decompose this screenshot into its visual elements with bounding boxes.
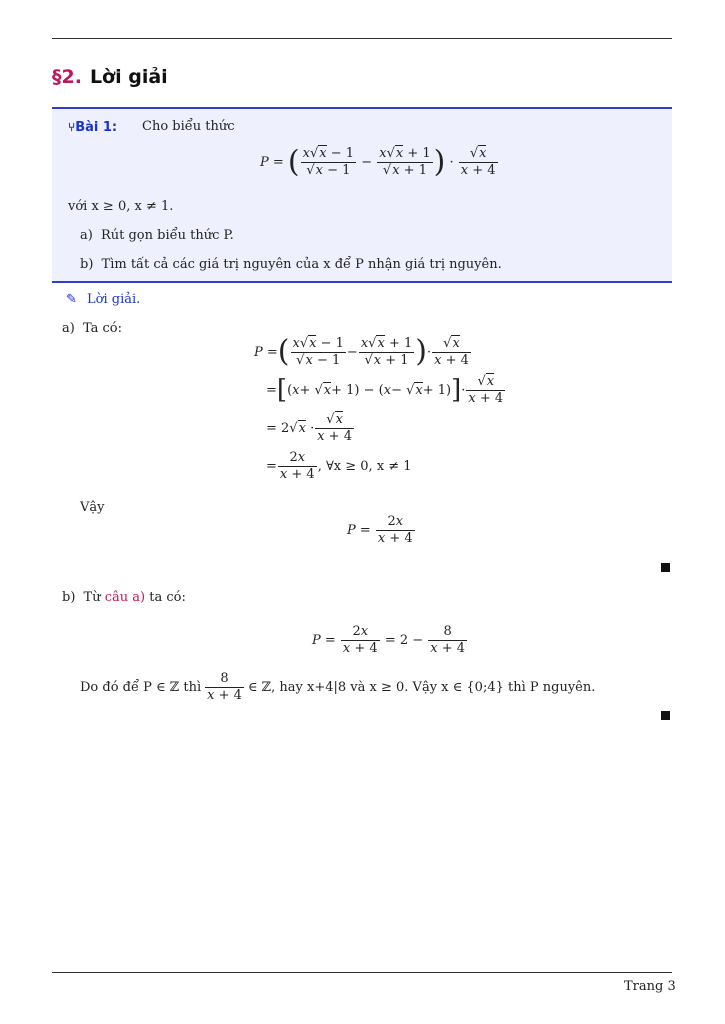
problem-label: ⑂Bài 1: [68, 120, 118, 135]
section-heading [52, 66, 168, 88]
domain-note: , ∀x ≥ 0, x ≠ 1 [317, 458, 412, 474]
part-a-derivation: P = ( x√x − 1 √x − 1 − x√x + 1 √x + 1 ) · √x x + 4 = [ ( x + √ x + 1) − ( x − √ x + 1) ] · √x x + 4 = 2√ x · √x x + 4 = 2x x + 4 , ∀x ≥ 0, x ≠ 1 [254, 334, 504, 482]
problem-icon: ⑂ [68, 120, 76, 134]
problem-formula: P = ( $\frac{x√x - 1}{√x - 1}$ − $\frac{x√x + 1}{√x + 1}$ ) · $\frac{√x}{x + 4}$ [260, 144, 496, 180]
part-a-result: P = $\frac{2x}{x + 4}$ [347, 514, 413, 546]
solution-label: ✎ Lời giải. [66, 292, 141, 307]
section-number: §2. [52, 66, 82, 88]
footer-rule [52, 972, 672, 973]
part-b-intro: b) Từ câu a) ta có: [62, 590, 186, 605]
part-a-intro: a) Ta có: [62, 321, 123, 336]
header-rule [52, 38, 672, 39]
problem-item-b: b) Tìm tất cả các giá trị nguyên của x để P nhận giá trị nguyên. [80, 257, 502, 272]
qed-mark-b [661, 711, 670, 720]
part-a-conclusion-word: Vậy [80, 500, 105, 515]
edit-icon: ✎ [66, 292, 77, 307]
section-title: Lời giải [89, 66, 168, 88]
part-b-formula: P = $\frac{2x}{x + 4}$ = 2 − $\frac{8}{x + 4}$ [312, 624, 466, 656]
part-b-reason: Do đó để P ∈ ℤ thì 8 x + 4 ∈ ℤ, hay x+4|8 và x ≥ 0. Vậy x ∈ {0;4} thì P nguyên. [80, 671, 596, 703]
problem-condition: với x ≥ 0, x ≠ 1. [68, 199, 174, 214]
qed-mark-a [661, 563, 670, 572]
problem-item-a: a) Rút gọn biểu thức P. [80, 228, 234, 243]
problem-intro: Cho biểu thức [142, 119, 235, 134]
ref-link[interactable]: câu a) [104, 590, 146, 605]
page-number: Trang 3 [624, 979, 676, 994]
